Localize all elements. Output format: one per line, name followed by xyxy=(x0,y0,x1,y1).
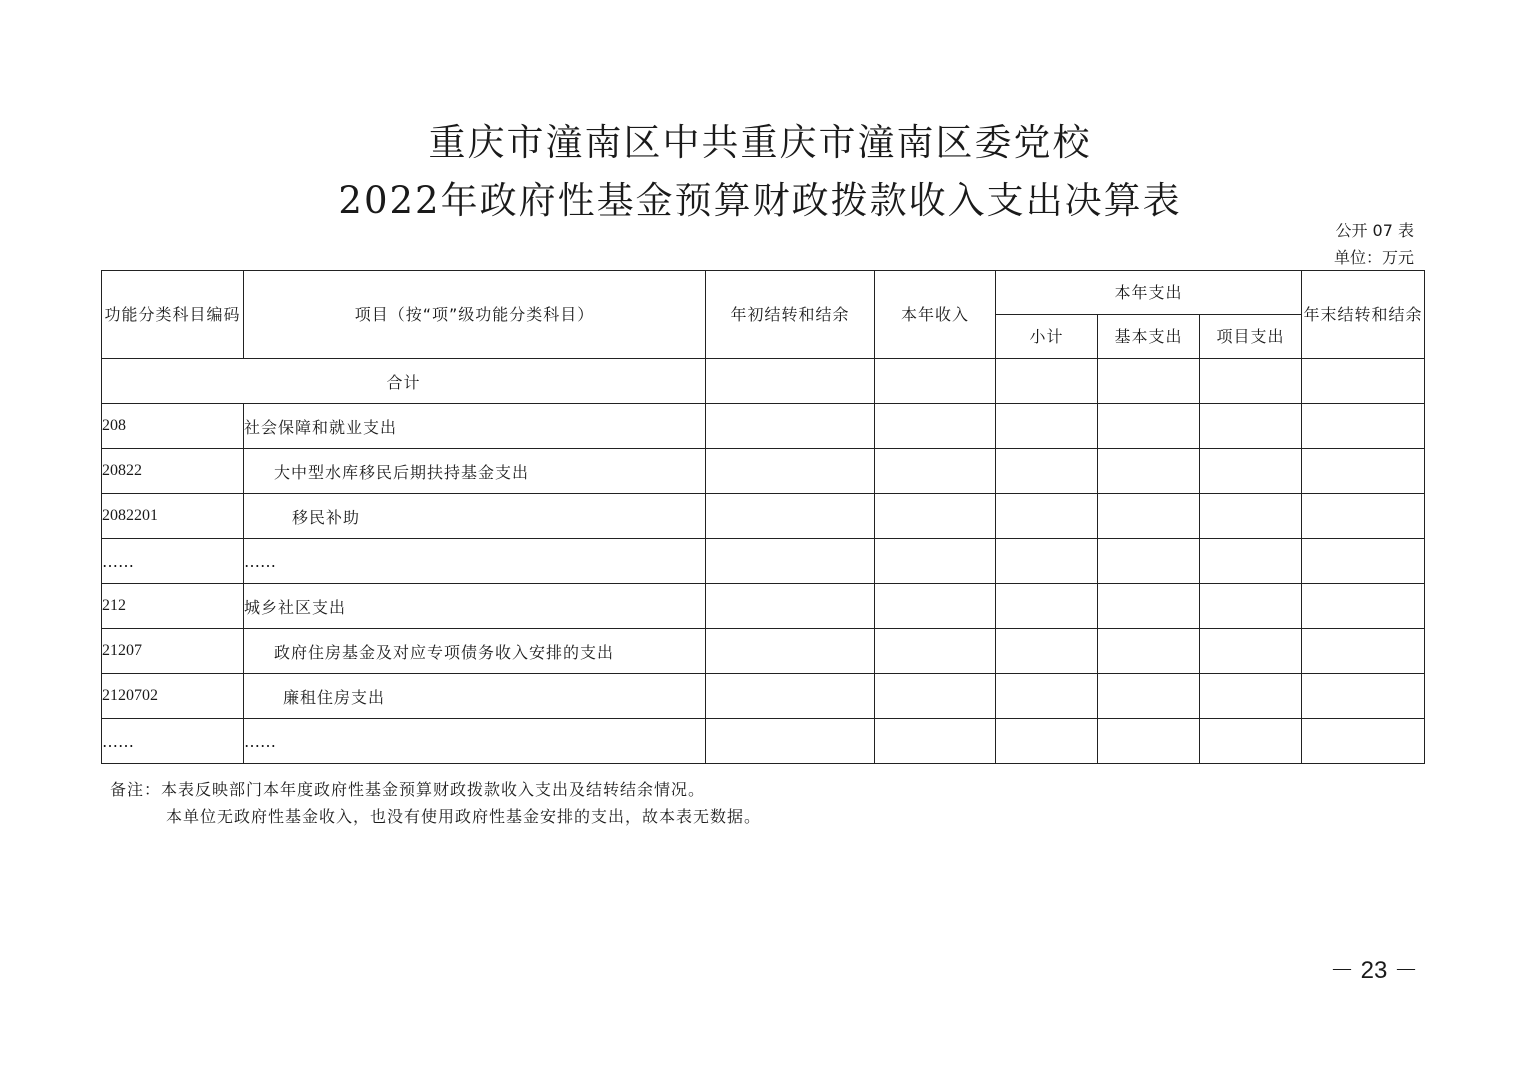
table-cell xyxy=(1098,674,1200,719)
table-cell xyxy=(1098,629,1200,674)
total-row xyxy=(102,359,1425,404)
header-begin-balance: 年初结转和结余 xyxy=(706,271,875,359)
table-cell xyxy=(875,404,996,449)
row-code: 208 xyxy=(102,404,244,449)
total-cell xyxy=(996,359,1098,404)
table-row xyxy=(102,494,1425,539)
header-subtotal: 小计 xyxy=(996,315,1098,359)
table-cell xyxy=(996,584,1098,629)
header-basic: 基本支出 xyxy=(1098,315,1200,359)
document-title-line-2: 2022年政府性基金预算财政拨款收入支出决算表 xyxy=(338,179,1182,222)
table-cell xyxy=(706,719,875,764)
table-cell xyxy=(706,674,875,719)
row-name: 大中型水库移民后期扶持基金支出 xyxy=(244,449,706,494)
total-label: 合计 xyxy=(102,359,706,404)
row-name: 城乡社区支出 xyxy=(244,584,706,629)
table-cell xyxy=(706,584,875,629)
total-cell xyxy=(875,359,996,404)
header-income: 本年收入 xyxy=(875,271,996,359)
table-cell xyxy=(875,539,996,584)
table-cell xyxy=(875,674,996,719)
table-cell xyxy=(1098,494,1200,539)
note-line-1: 备注：本表反映部门本年度政府性基金预算财政拨款收入支出及结转结余情况。 xyxy=(110,780,706,799)
row-name: …… xyxy=(244,539,706,584)
row-code: …… xyxy=(102,719,244,764)
table-cell xyxy=(706,629,875,674)
table-cell xyxy=(875,584,996,629)
row-code: …… xyxy=(102,539,244,584)
table-cell xyxy=(706,494,875,539)
page-number: － 23 － xyxy=(1329,957,1418,984)
table-cell xyxy=(1200,449,1302,494)
table-cell xyxy=(1302,449,1425,494)
row-code: 21207 xyxy=(102,629,244,674)
header-code: 功能分类科目编码 xyxy=(102,271,244,359)
header-project: 项目支出 xyxy=(1200,315,1302,359)
table-cell xyxy=(875,629,996,674)
table-cell xyxy=(1200,719,1302,764)
header-expenditure-group: 本年支出 xyxy=(996,271,1302,315)
total-cell xyxy=(1302,359,1425,404)
table-row xyxy=(102,539,1425,584)
table-cell xyxy=(1098,719,1200,764)
form-number: 公开 07 表 xyxy=(1335,221,1414,240)
table-cell xyxy=(706,539,875,584)
row-name: 移民补助 xyxy=(244,494,706,539)
table-cell xyxy=(996,404,1098,449)
header-item: 项目（按“项”级功能分类科目） xyxy=(244,271,706,359)
table-cell xyxy=(1200,404,1302,449)
row-code: 2082201 xyxy=(102,494,244,539)
table-cell xyxy=(706,404,875,449)
table-cell xyxy=(1200,539,1302,584)
table-cell xyxy=(996,719,1098,764)
table-cell xyxy=(1302,584,1425,629)
table-cell xyxy=(996,539,1098,584)
table-row xyxy=(102,449,1425,494)
total-cell xyxy=(1098,359,1200,404)
table-row xyxy=(102,674,1425,719)
table-cell xyxy=(1302,494,1425,539)
table-cell xyxy=(1200,629,1302,674)
table-row xyxy=(102,584,1425,629)
table-row xyxy=(102,719,1425,764)
table-cell xyxy=(1302,674,1425,719)
row-name: 社会保障和就业支出 xyxy=(244,404,706,449)
unit-label: 单位：万元 xyxy=(1333,248,1414,267)
header-end-balance: 年末结转和结余 xyxy=(1302,271,1425,359)
table-cell xyxy=(996,629,1098,674)
table-cell xyxy=(875,494,996,539)
document-title-line-1: 重庆市潼南区中共重庆市潼南区委党校 xyxy=(428,121,1092,164)
table-cell xyxy=(875,719,996,764)
table-cell xyxy=(1098,404,1200,449)
budget-table xyxy=(101,270,1425,764)
table-cell xyxy=(996,494,1098,539)
row-name: …… xyxy=(244,719,706,764)
table-row xyxy=(102,629,1425,674)
note-line-2: 本单位无政府性基金收入，也没有使用政府性基金安排的支出，故本表无数据。 xyxy=(166,807,762,826)
row-code: 20822 xyxy=(102,449,244,494)
row-code: 212 xyxy=(102,584,244,629)
table-cell xyxy=(706,449,875,494)
table-cell xyxy=(1200,584,1302,629)
table-cell xyxy=(1302,539,1425,584)
row-name: 廉租住房支出 xyxy=(244,674,706,719)
table-cell xyxy=(1098,539,1200,584)
table-cell xyxy=(1200,674,1302,719)
table-cell xyxy=(1302,404,1425,449)
table-cell xyxy=(875,449,996,494)
row-name: 政府住房基金及对应专项债务收入安排的支出 xyxy=(244,629,706,674)
table-row xyxy=(102,404,1425,449)
table-cell xyxy=(1302,629,1425,674)
row-code: 2120702 xyxy=(102,674,244,719)
table-cell xyxy=(1098,584,1200,629)
table-cell xyxy=(1302,719,1425,764)
table-cell xyxy=(1200,494,1302,539)
table-cell xyxy=(1098,449,1200,494)
total-cell xyxy=(706,359,875,404)
table-cell xyxy=(996,674,1098,719)
total-cell xyxy=(1200,359,1302,404)
table-cell xyxy=(996,449,1098,494)
